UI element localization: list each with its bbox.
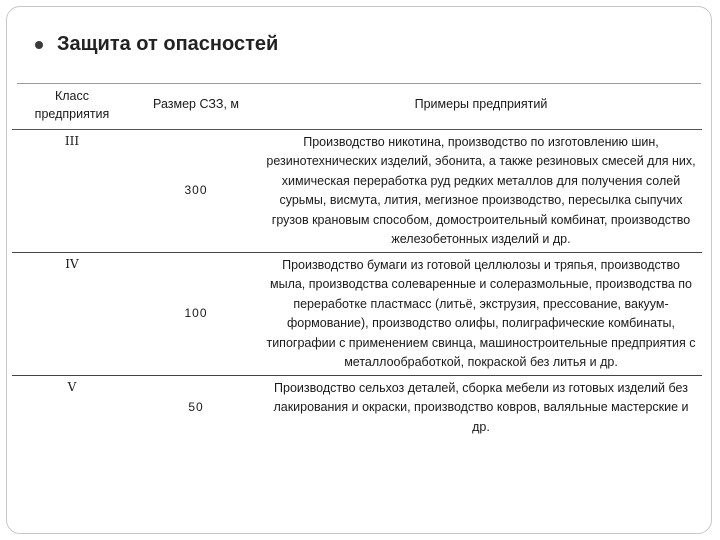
row-class: III — [12, 130, 132, 253]
row-class: IV — [12, 253, 132, 376]
header-class: Класс предприятия — [12, 81, 132, 130]
row-size: 50 — [188, 400, 204, 415]
row-examples: Производство бумаги из готовой целлюлозы и тряпья, производство мыла, производства солеваренные и солеразмольные, производства по переработке пластмасс (литьё, экструзия, прессование, вакуум-формование), производство олифы, полиграфические комбинаты, типографии с применением свинца, машиностроительные предприятия с металлообработкой, покраской без литья и др. — [260, 253, 702, 376]
table-header-row — [12, 81, 702, 130]
title-row — [35, 33, 278, 56]
szz-table — [12, 81, 702, 440]
row-examples: Производство никотина, производство по изготовлению шин, резинотехнических изделий, эбонита, а также резиновых смесей для них, химическая переработка руд редких металлов для получения солей сурьмы, висмута, лития, мегизное производство, пересылка сыпучих грузов крановым способом, домостроительный комбинат, производство железобетонных изделий и др. — [260, 130, 702, 253]
table-row — [12, 376, 702, 441]
row-size: 300 — [132, 130, 260, 253]
table-row — [12, 253, 702, 376]
row-class: V — [67, 380, 77, 394]
slide-title: Защита от опасностей — [57, 33, 279, 55]
header-examples: Примеры предприятий — [260, 81, 702, 130]
header-size: Размер СЗЗ, м — [132, 81, 260, 130]
row-size: 100 — [132, 253, 260, 376]
table-row — [12, 130, 702, 253]
bullet-icon — [35, 41, 43, 49]
row-examples: Производство сельхоз деталей, сборка мебели из готовых изделий без лакирования и окраски, производство ковров, валяльные мастерские и др. — [273, 380, 689, 434]
